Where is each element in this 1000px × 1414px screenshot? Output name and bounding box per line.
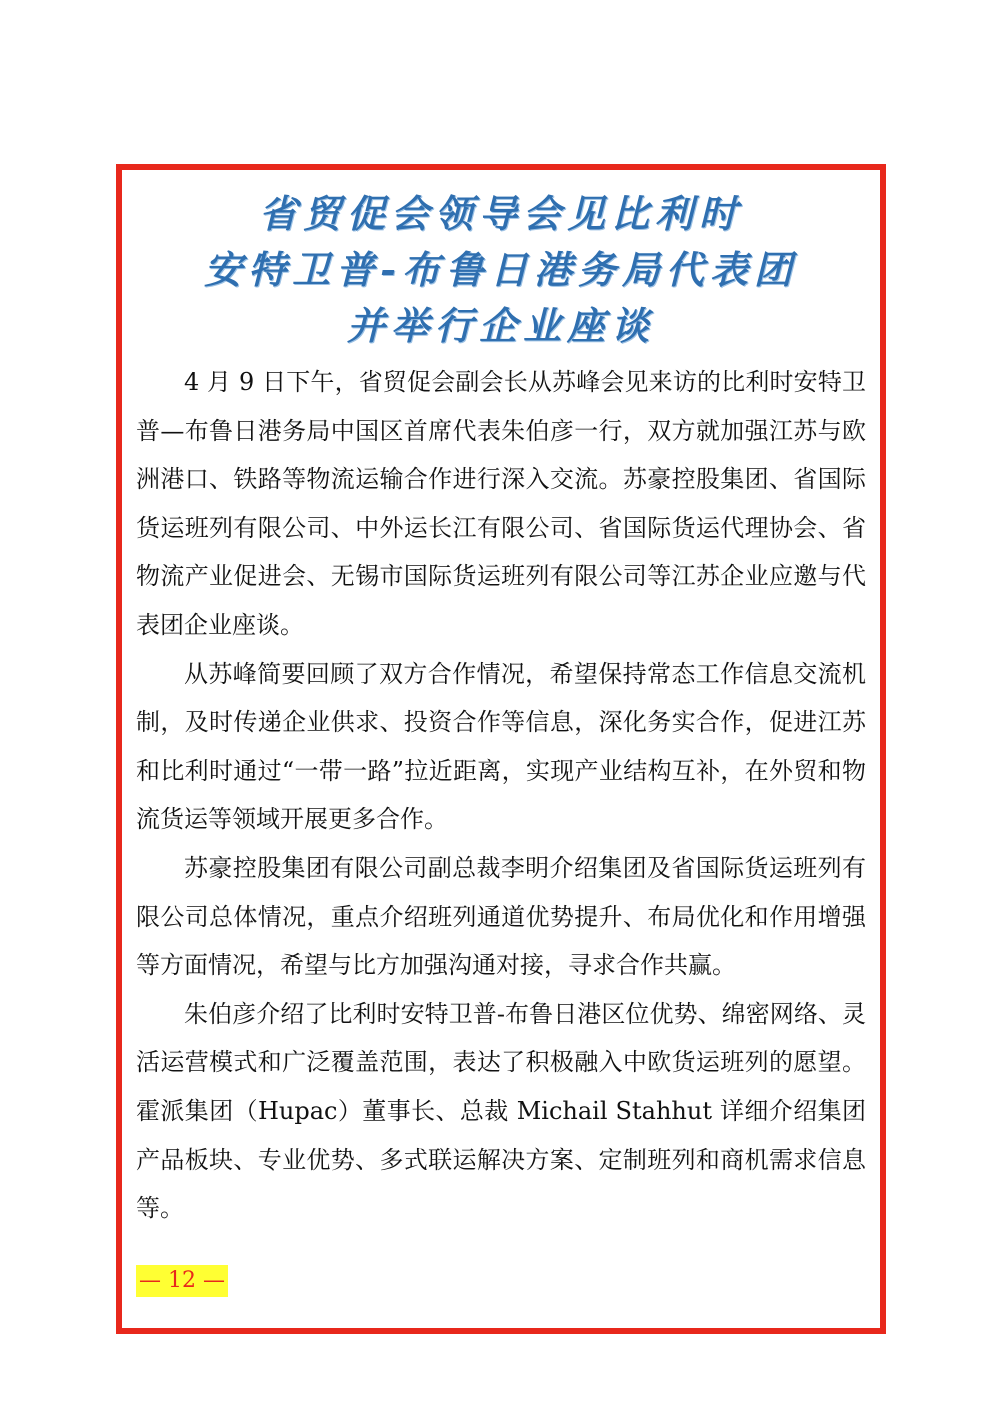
article-body bbox=[136, 358, 866, 1233]
title-line-3: 并举行企业座谈 bbox=[346, 303, 655, 348]
paragraph-1: 4 月 9 日下午，省贸促会副会长从苏峰会见来访的比利时安特卫普—布鲁日港务局中国区首席代表朱伯彦一行，双方就加强江苏与欧洲港口、铁路等物流运输合作进行深入交流。苏豪控股集团、省国际货运班列有限公司、中外运长江有限公司、省国际货运代理协会、省物流产业促进会、无锡市国际货运班列有限公司等江苏企业应邀与代表团企业座谈。 bbox=[136, 368, 866, 639]
page-number: — 12 — bbox=[136, 1265, 228, 1297]
title-line-1: 省贸促会领导会见比利时 bbox=[258, 191, 743, 236]
paragraph-3: 苏豪控股集团有限公司副总裁李明介绍集团及省国际货运班列有限公司总体情况，重点介绍班列通道优势提升、布局优化和作用增强等方面情况，希望与比方加强沟通对接，寻求合作共赢。 bbox=[136, 853, 866, 980]
title-line-2: 安特卫普-布鲁日港务局代表团 bbox=[204, 247, 798, 292]
paragraph-4: 朱伯彦介绍了比利时安特卫普-布鲁日港区位优势、绵密网络、灵活运营模式和广泛覆盖范围，表达了积极融入中欧货运班列的愿望。霍派集团（Hupac）董事长、总裁 Michail Stahhut 详细介绍集团产品板块、专业优势、多式联运解决方案、定制班列和商机需求信息等。 bbox=[136, 999, 866, 1223]
paragraph-2: 从苏峰简要回顾了双方合作情况，希望保持常态工作信息交流机制，及时传递企业供求、投资合作等信息，深化务实合作，促进江苏和比利时通过“一带一路”拉近距离，实现产业结构互补，在外贸和物流货运等领域开展更多合作。 bbox=[136, 659, 866, 834]
